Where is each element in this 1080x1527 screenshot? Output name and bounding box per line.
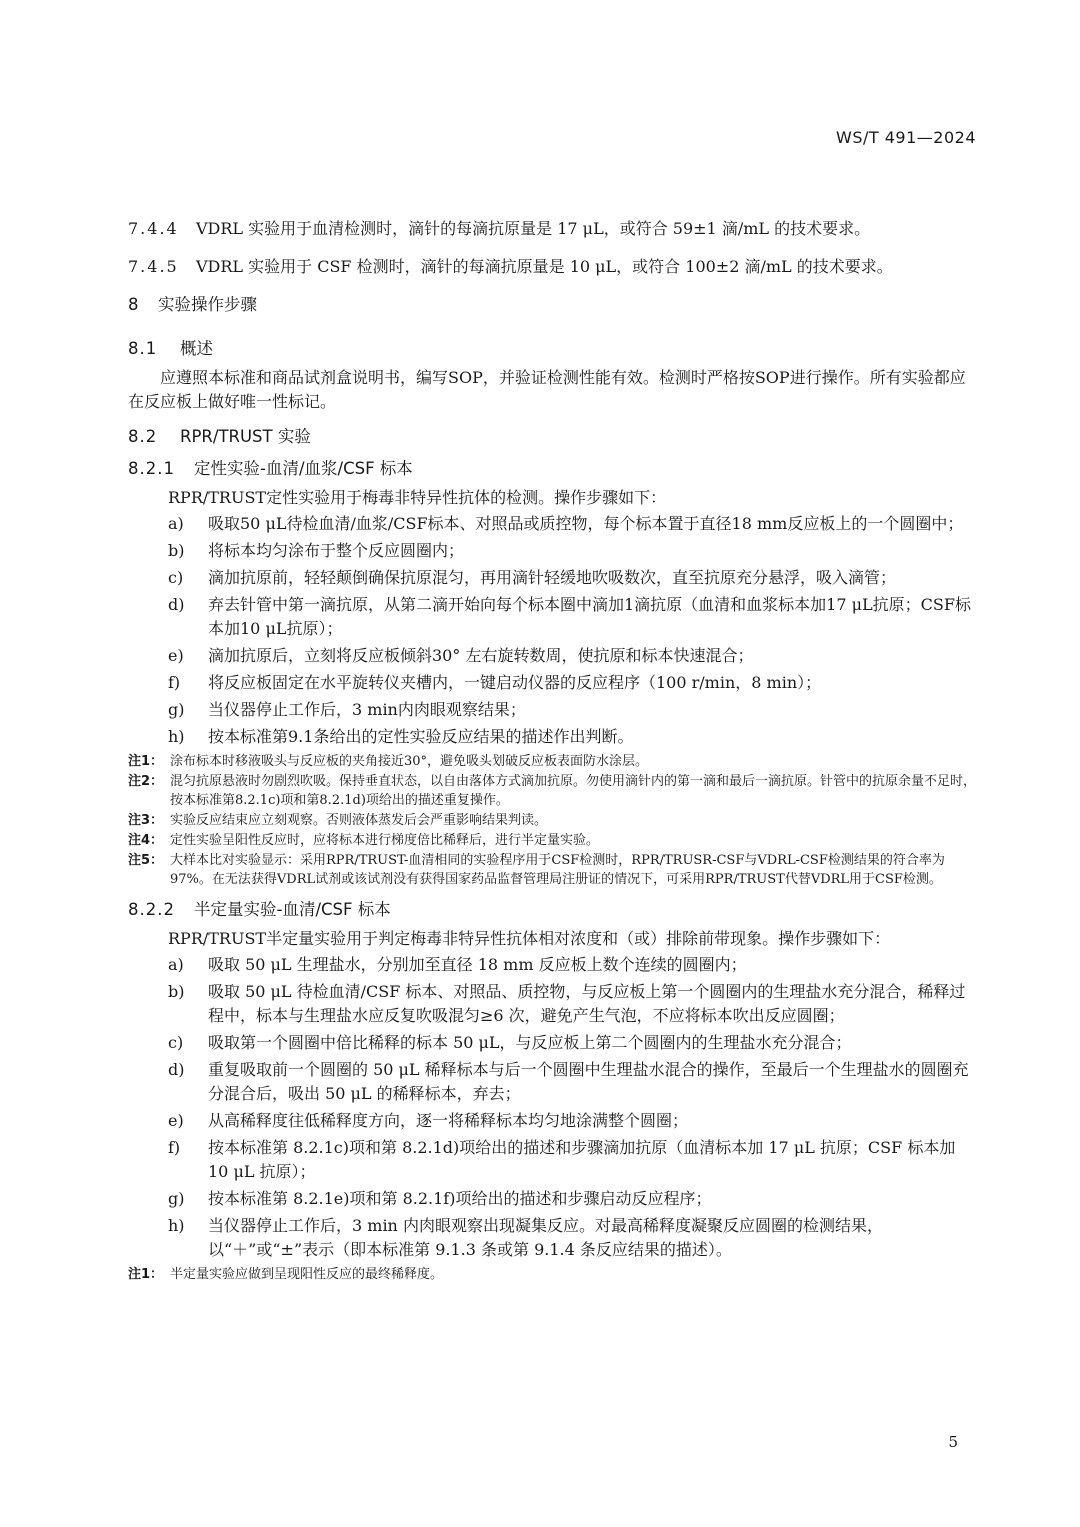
clause-number: 7.4.5 <box>128 257 179 276</box>
item-text: 当仪器停止工作后，3 min内肉眼观察结果； <box>208 700 526 719</box>
clause-number: 7.4.4 <box>128 219 179 238</box>
clause-7-4-5 <box>128 254 980 280</box>
item-text: 吸取50 μL待检血清/血浆/CSF标本、对照品或质控物，每个标本置于直径18 mm反应板上的一个圆圈中； <box>208 514 964 533</box>
list-item <box>128 644 980 668</box>
item-text: 滴加抗原前，轻轻颠倒确保抗原混匀，再用滴针轻缓地吹吸数次，直至抗原充分悬浮，吸入滴管； <box>208 568 897 587</box>
note-label: 注2： <box>128 774 164 789</box>
note-text: 涂布标本时移液吸头与反应板的夹角接近30°，避免吸头划破反应板表面防水涂层。 <box>170 754 649 769</box>
note <box>128 1265 980 1284</box>
note <box>128 772 980 810</box>
item-marker: e) <box>168 646 184 665</box>
list-item <box>128 512 980 536</box>
item-text: 按本标准第 8.2.1e)项和第 8.2.1f)项给出的描述和步骤启动反应程序； <box>208 1189 712 1208</box>
list-item <box>128 1109 980 1133</box>
item-marker: f) <box>168 673 181 692</box>
qualitative-notes <box>128 752 980 889</box>
list-item <box>128 1031 980 1055</box>
section-8-1-heading <box>128 336 980 362</box>
note-label: 注3： <box>128 813 164 828</box>
item-text: 弃去针管中第一滴抗原，从第二滴开始向每个标本圈中滴加1滴抗原（血清和血浆标本加17 μL抗原；CSF标本加10 μL抗原）； <box>208 595 971 638</box>
section-title: 定性实验-血清/血浆/CSF 标本 <box>194 459 413 478</box>
item-text: 吸取 50 μL 待检血清/CSF 标本、对照品、质控物，与反应板上第一个圆圈内的生理盐水充分混合，稀释过程中，标本与生理盐水应反复吹吸混匀≥6 次，避免产生气泡，不应将标本吹出反应圆圈； <box>208 982 966 1025</box>
list-item <box>128 593 980 641</box>
item-marker: e) <box>168 1111 184 1130</box>
section-8-2-2-heading <box>128 897 980 923</box>
item-marker: g) <box>168 700 185 719</box>
semiquantitative-intro: RPR/TRUST半定量实验用于判定梅毒非特异性抗体相对浓度和（或）排除前带现象。操作步骤如下： <box>168 929 891 948</box>
item-text: 吸取 50 μL 生理盐水，分别加至直径 18 mm 反应板上数个连续的圆圈内； <box>208 955 747 974</box>
note-label: 注1： <box>128 754 164 769</box>
note-label: 注4： <box>128 833 164 848</box>
item-text: 当仪器停止工作后，3 min 内肉眼观察出现凝集反应。对最高稀释度凝聚反应圆圈的检测结果，以“＋”或“±”表示（即本标准第 9.1.3 条或第 9.1.4 条反应结果的描述）。 <box>208 1216 883 1259</box>
overview-paragraph: 应遵照本标准和商品试剂盒说明书，编写SOP，并验证检测性能有效。检测时严格按SOP进行操作。所有实验都应在反应板上做好唯一性标记。 <box>128 368 966 411</box>
item-marker: d) <box>168 1060 185 1079</box>
item-marker: f) <box>168 1138 181 1157</box>
note-text: 半定量实验应做到呈现阳性反应的最终稀释度。 <box>170 1267 444 1282</box>
item-marker: h) <box>168 727 185 746</box>
list-item <box>128 1187 980 1211</box>
note <box>128 831 980 850</box>
item-text: 从高稀释度往低稀释度方向，逐一将稀释标本均匀地涂满整个圆圈； <box>208 1111 689 1130</box>
item-text: 按本标准第 8.2.1c)项和第 8.2.1d)项给出的描述和步骤滴加抗原（血清标本加 17 μL 抗原；CSF 标本加 10 μL 抗原）； <box>208 1138 956 1181</box>
list-item <box>128 698 980 722</box>
page-number: 5 <box>948 1433 958 1451</box>
note-text: 混匀抗原悬液时勿剧烈吹吸。保持垂直状态，以自由落体方式滴加抗原。勿使用滴针内的第一滴和最后一滴抗原。针管中的抗原余量不足时，按本标准第8.2.1c)项和第8.2.1d)项给出的描述重复操作。 <box>170 774 977 808</box>
list-item <box>128 1058 980 1106</box>
list-item <box>128 725 980 749</box>
item-marker: b) <box>168 982 185 1001</box>
clause-7-4-4 <box>128 216 980 242</box>
item-marker: c) <box>168 1033 184 1052</box>
page-content <box>128 216 980 1292</box>
item-text: 将反应板固定在水平旋转仪夹槽内，一键启动仪器的反应程序（100 r/min，8 min）； <box>208 673 822 692</box>
section-number: 8.2.2 <box>128 900 175 919</box>
item-marker: c) <box>168 568 184 587</box>
list-item <box>128 1136 980 1184</box>
section-8-2-1-heading <box>128 456 980 482</box>
list-item <box>128 1214 980 1262</box>
item-marker: g) <box>168 1189 185 1208</box>
list-item <box>128 953 980 977</box>
note <box>128 851 980 889</box>
note-text: 实验反应结束应立刻观察。否则液体蒸发后会严重影响结果判读。 <box>170 813 548 828</box>
document-code: WS/T 491—2024 <box>836 128 976 147</box>
list-item <box>128 671 980 695</box>
qualitative-intro: RPR/TRUST定性实验用于梅毒非特异性抗体的检测。操作步骤如下： <box>168 488 667 507</box>
item-marker: b) <box>168 541 185 560</box>
list-item <box>128 566 980 590</box>
section-8-heading <box>128 292 980 318</box>
clause-text: VDRL 实验用于血清检测时，滴针的每滴抗原量是 17 μL，或符合 59±1 滴/mL 的技术要求。 <box>196 219 871 238</box>
item-marker: a) <box>168 955 184 974</box>
note <box>128 811 980 830</box>
list-item <box>128 539 980 563</box>
section-number: 8.2.1 <box>128 459 175 478</box>
section-number: 8.1 <box>128 339 158 358</box>
section-title: 概述 <box>180 339 213 358</box>
note-text: 大样本比对实验显示：采用RPR/TRUST-血清相同的实验程序用于CSF检测时，RPR/TRUSR-CSF与VDRL-CSF检测结果的符合率为97%。在无法获得VDRL试剂或该试剂没有获得国家药品监督管理局注册证的情况下，可采用RPR/TRUST代替VDRL用于CSF检测。 <box>170 853 945 887</box>
note-label: 注1： <box>128 1267 164 1282</box>
section-number: 8 <box>128 295 139 314</box>
item-text: 滴加抗原后，立刻将反应板倾斜30° 左右旋转数周，使抗原和标本快速混合； <box>208 646 754 665</box>
item-marker: d) <box>168 595 185 614</box>
item-text: 按本标准第9.1条给出的定性实验反应结果的描述作出判断。 <box>208 727 634 746</box>
item-text: 重复吸取前一个圆圈的 50 μL 稀释标本与后一个圆圈中生理盐水混合的操作，至最后一个生理盐水的圆圈充分混合后，吸出 50 μL 的稀释标本，弃去； <box>208 1060 969 1103</box>
section-8-2-heading <box>128 424 980 450</box>
semiquantitative-notes <box>128 1265 980 1284</box>
section-title: 半定量实验-血清/CSF 标本 <box>194 900 391 919</box>
qualitative-steps <box>128 512 980 749</box>
section-title: RPR/TRUST 实验 <box>180 427 311 446</box>
item-text: 吸取第一个圆圈中倍比稀释的标本 50 μL，与反应板上第二个圆圈内的生理盐水充分混合； <box>208 1033 852 1052</box>
note <box>128 752 980 771</box>
list-item <box>128 980 980 1028</box>
section-number: 8.2 <box>128 427 158 446</box>
clause-text: VDRL 实验用于 CSF 检测时，滴针的每滴抗原量是 10 μL，或符合 100±2 滴/mL 的技术要求。 <box>196 257 893 276</box>
note-label: 注5： <box>128 853 164 868</box>
item-text: 将标本均匀涂布于整个反应圆圈内； <box>208 541 465 560</box>
item-marker: a) <box>168 514 184 533</box>
note-text: 定性实验呈阳性反应时，应将标本进行梯度倍比稀释后，进行半定量实验。 <box>170 833 600 848</box>
item-marker: h) <box>168 1216 185 1235</box>
section-title: 实验操作步骤 <box>158 295 257 314</box>
semiquantitative-steps <box>128 953 980 1262</box>
